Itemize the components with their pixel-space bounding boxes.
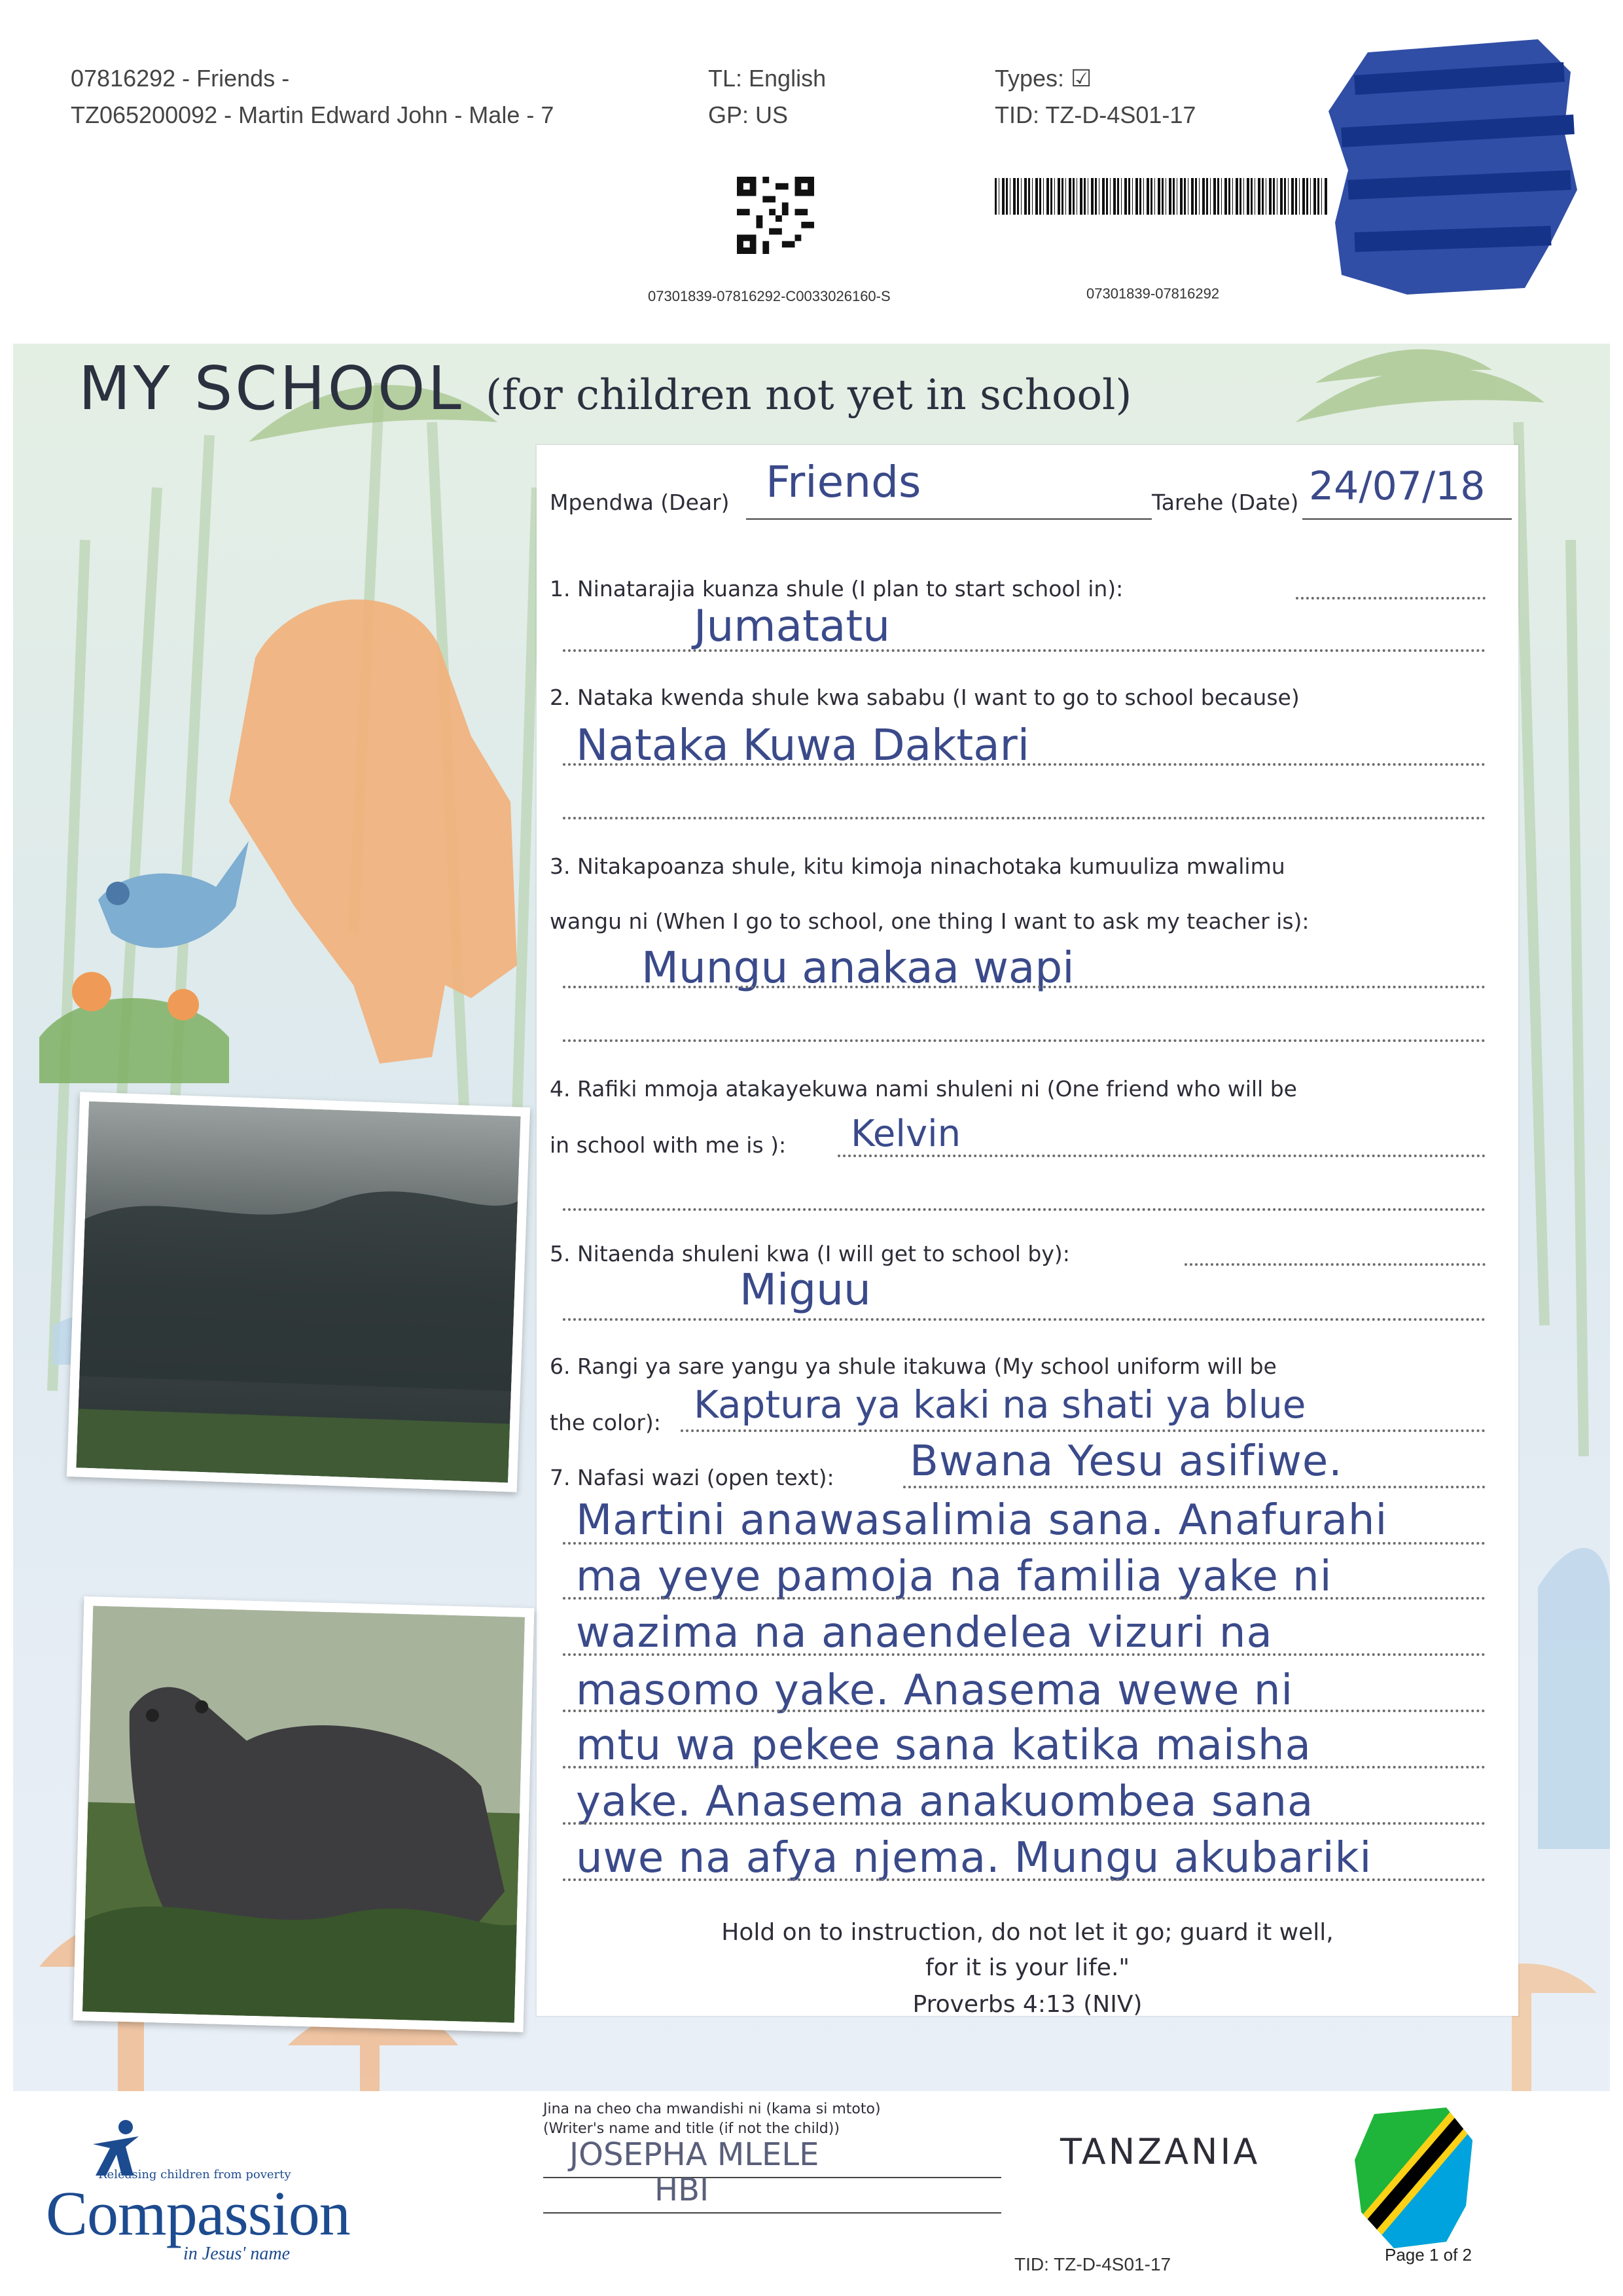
question-4-dots-b bbox=[563, 1208, 1486, 1211]
dear-label: Mpendwa (Dear) bbox=[550, 490, 730, 515]
question-2-dots-b bbox=[563, 817, 1486, 819]
writer-label-1: Jina na cheo cha mwandishi ni (kama si mtoto) bbox=[543, 2101, 881, 2117]
misty-forest-photo bbox=[67, 1092, 530, 1492]
question-3-label-a: 3. Nitakapoanza shule, kitu kimoja ninachotaka kumuuliza mwalimu bbox=[550, 853, 1285, 879]
open-text-line-7: uwe na afya njema. Mungu akubariki bbox=[576, 1834, 1372, 1882]
open-text-line-2: ma yeye pamoja na familia yake ni bbox=[576, 1552, 1332, 1601]
open-text-dots-5 bbox=[563, 1766, 1486, 1768]
types-field: Types: ☑ bbox=[995, 65, 1092, 92]
open-text-dots-3 bbox=[563, 1653, 1486, 1656]
question-1-dots-b bbox=[563, 649, 1486, 652]
question-4-dots-a bbox=[838, 1155, 1486, 1157]
question-2-answer: Nataka Kuwa Daktari bbox=[576, 720, 1030, 770]
barcode-text: 07301839-07816292 bbox=[1086, 285, 1220, 302]
logo-tagline: Releasing children from poverty bbox=[98, 2168, 291, 2181]
form-title bbox=[79, 353, 1132, 423]
question-6-label-b: the color): bbox=[550, 1410, 661, 1435]
translation-language: TL: English bbox=[708, 65, 827, 92]
dear-underline bbox=[746, 518, 1152, 520]
barcode-icon bbox=[995, 178, 1329, 215]
question-4-answer: Kelvin bbox=[851, 1113, 961, 1155]
question-3-dots-a bbox=[563, 986, 1486, 988]
question-1-dots-a bbox=[1296, 597, 1486, 600]
open-text-line-1: Martini anawasalimia sana. Anafurahi bbox=[576, 1496, 1388, 1545]
form-title-sub: (for children not yet in school) bbox=[485, 371, 1132, 420]
open-text-dots-1 bbox=[563, 1542, 1486, 1545]
open-text-dots-4 bbox=[563, 1710, 1486, 1712]
bible-quote-line-1: Hold on to instruction, do not let it go; guard it well, bbox=[721, 1919, 1334, 1946]
open-text-dots-6 bbox=[563, 1822, 1486, 1825]
dear-value: Friends bbox=[766, 457, 921, 507]
writer-name: JOSEPHA MLELE bbox=[569, 2136, 819, 2173]
question-5-dots-b bbox=[563, 1318, 1486, 1321]
question-6-dots bbox=[681, 1429, 1486, 1432]
question-5-dots-a bbox=[1185, 1263, 1486, 1266]
question-7-dots bbox=[903, 1486, 1486, 1488]
question-1-answer: Jumatatu bbox=[694, 601, 891, 651]
question-5-answer: Miguu bbox=[740, 1265, 871, 1315]
open-text-line-4: masomo yake. Anasema wewe ni bbox=[576, 1666, 1294, 1715]
form-title-main: MY SCHOOL bbox=[79, 353, 464, 423]
redaction-mark-icon bbox=[1315, 26, 1590, 301]
bible-quote-line-2: for it is your life." bbox=[925, 1954, 1130, 1981]
writer-line-2 bbox=[543, 2212, 1001, 2214]
question-3-label-b: wangu ni (When I go to school, one thing I want to ask my teacher is): bbox=[550, 908, 1310, 934]
open-text-dots-7 bbox=[563, 1878, 1486, 1881]
logo-subtitle: in Jesus' name bbox=[183, 2244, 291, 2264]
open-text-dots-2 bbox=[563, 1597, 1486, 1600]
question-7-label: 7. Nafasi wazi (open text): bbox=[550, 1465, 834, 1490]
tanzania-map-flag-icon bbox=[1348, 2101, 1479, 2251]
tid-header: TID: TZ-D-4S01-17 bbox=[995, 101, 1196, 128]
question-6-answer: Kaptura ya kaki na shati ya blue bbox=[694, 1382, 1306, 1427]
qr-code-icon bbox=[737, 177, 814, 254]
compassion-logo: Compassion bbox=[46, 2178, 350, 2248]
open-text-line-6: yake. Anasema anakuombea sana bbox=[576, 1778, 1314, 1826]
gp-country: GP: US bbox=[708, 101, 789, 128]
question-4-label-b: in school with me is ): bbox=[550, 1132, 787, 1158]
reference-line-2: TZ065200092 - Martin Edward John - Male - 7 bbox=[71, 101, 554, 128]
question-3-answer: Mungu anakaa wapi bbox=[641, 942, 1075, 993]
open-text-line-3: wazima na anaendelea vizuri na bbox=[576, 1609, 1273, 1657]
page-indicator: Page 1 of 2 bbox=[1385, 2245, 1472, 2265]
question-5-label: 5. Nitaenda shuleni kwa (I will get to school by): bbox=[550, 1241, 1070, 1266]
qr-code-text: 07301839-07816292-C0033026160-S bbox=[648, 288, 891, 304]
writer-label-2: (Writer's name and title (if not the child)) bbox=[543, 2121, 840, 2137]
question-2-dots-a bbox=[563, 763, 1486, 766]
question-2-label: 2. Nataka kwenda shule kwa sababu (I want to go to school because) bbox=[550, 685, 1300, 710]
question-4-label-a: 4. Rafiki mmoja atakayekuwa nami shuleni ni (One friend who will be bbox=[550, 1076, 1297, 1102]
country-name: TANZANIA bbox=[1060, 2131, 1260, 2172]
question-6-label-a: 6. Rangi ya sare yangu ya shule itakuwa (My school uniform will be bbox=[550, 1354, 1277, 1379]
writer-title: HBI bbox=[654, 2172, 709, 2208]
question-1-label: 1. Ninatarajia kuanza shule (I plan to start school in): bbox=[550, 576, 1124, 601]
bible-quote-reference: Proverbs 4:13 (NIV) bbox=[912, 1991, 1143, 2018]
open-text-first-line: Bwana Yesu asifiwe. bbox=[910, 1437, 1343, 1486]
open-text-line-5: mtu wa pekee sana katika maisha bbox=[576, 1721, 1311, 1770]
question-3-dots-b bbox=[563, 1039, 1486, 1042]
reference-line-1: 07816292 - Friends - bbox=[71, 65, 290, 92]
writer-line-1 bbox=[543, 2177, 1001, 2178]
date-value: 24/07/18 bbox=[1309, 463, 1486, 509]
date-label: Tarehe (Date) bbox=[1152, 490, 1299, 515]
tid-footer: TID: TZ-D-4S01-17 bbox=[1014, 2254, 1171, 2274]
date-underline bbox=[1302, 518, 1512, 520]
hippo-photo bbox=[73, 1596, 535, 2032]
